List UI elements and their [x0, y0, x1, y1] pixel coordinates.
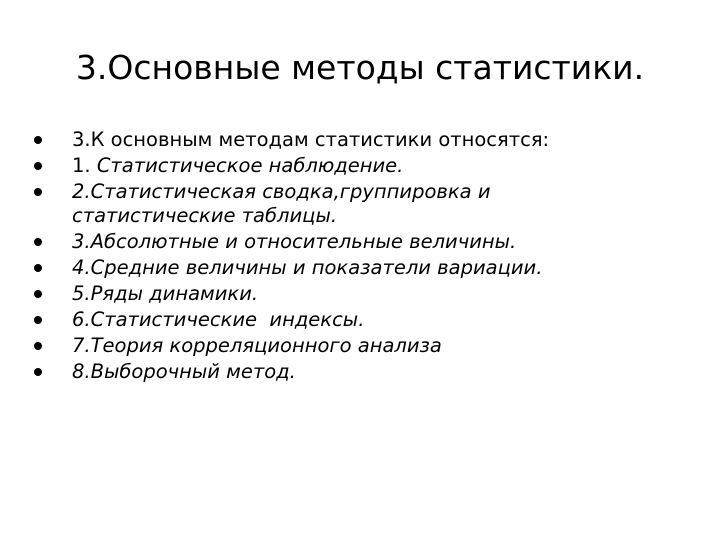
bullet-dot-icon	[34, 188, 42, 196]
list-item	[34, 128, 704, 152]
bullet-line	[72, 154, 704, 178]
bullet-line: 3.К основным методам статистики относятся:	[72, 128, 550, 151]
bullet-line-italic: Статистическое наблюдение.	[96, 154, 404, 177]
bullet-text	[72, 334, 704, 358]
bullet-dot-icon	[34, 316, 42, 324]
bullet-line: статистические таблицы.	[72, 204, 338, 227]
bullet-line: 6.Статистические индексы.	[72, 308, 365, 331]
bullet-text	[72, 282, 704, 306]
bullet-line: 7.Теория корреляционного анализа	[72, 334, 442, 357]
bullet-list	[34, 128, 704, 386]
list-item	[34, 282, 704, 306]
bullet-text	[72, 256, 704, 280]
bullet-dot-icon	[34, 238, 42, 246]
bullet-dot-icon	[34, 368, 42, 376]
bullet-line: 8.Выборочный метод.	[72, 360, 296, 383]
list-item	[34, 256, 704, 280]
list-item	[34, 334, 704, 358]
bullet-line: 3.Абсолютные и относительные величины.	[72, 230, 517, 253]
bullet-line-plain: 1.	[72, 154, 97, 177]
bullet-dot-icon	[34, 136, 42, 144]
bullet-text	[72, 230, 704, 254]
list-item	[34, 154, 704, 178]
list-item	[34, 308, 704, 332]
list-item	[34, 360, 704, 384]
bullet-dot-icon	[34, 264, 42, 272]
slide-title: 3.Основные методы статистики.	[75, 48, 645, 87]
bullet-line: 5.Ряды динамики.	[72, 282, 259, 305]
bullet-text	[72, 360, 704, 384]
bullet-dot-icon	[34, 290, 42, 298]
bullet-text	[72, 128, 704, 152]
bullet-dot-icon	[34, 162, 42, 170]
list-item	[34, 180, 704, 228]
bullet-text	[72, 308, 704, 332]
list-item	[34, 230, 704, 254]
bullet-line: 2.Статистическая сводка,группировка и	[72, 180, 491, 203]
bullet-dot-icon	[34, 342, 42, 350]
bullet-line: 4.Средние величины и показатели вариации.	[72, 256, 543, 279]
bullet-text	[72, 154, 704, 178]
bullet-text	[72, 180, 704, 228]
